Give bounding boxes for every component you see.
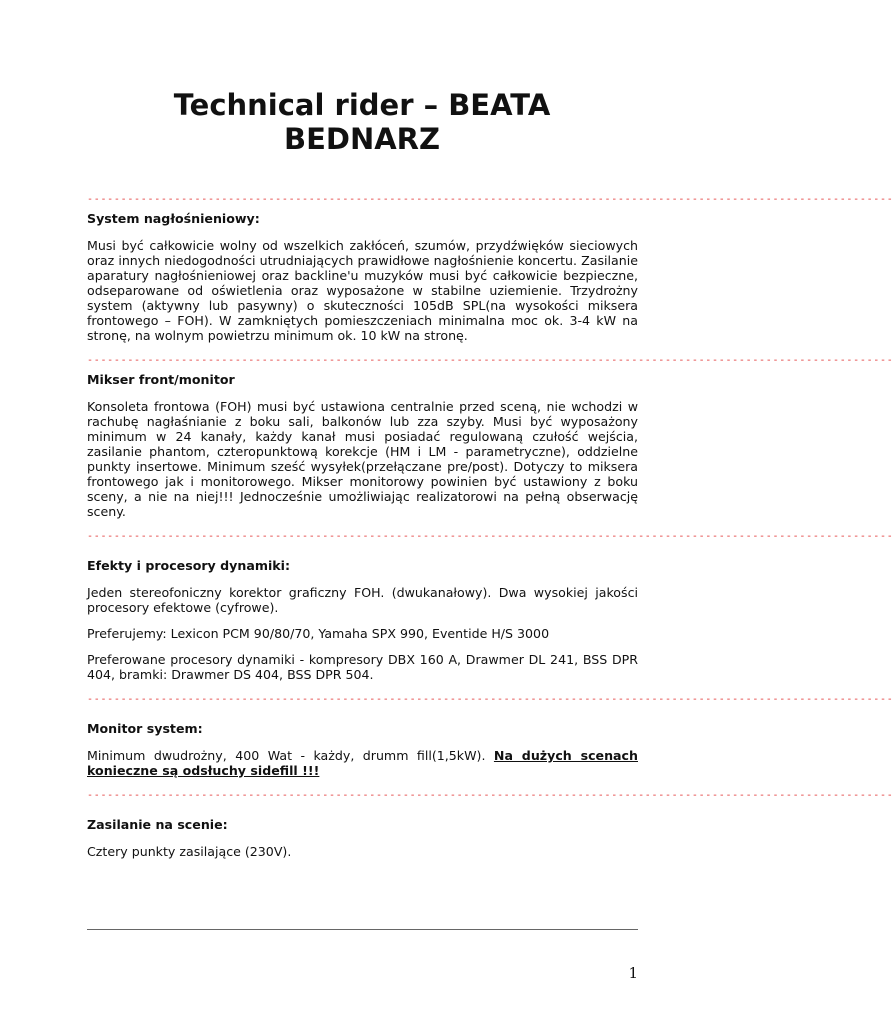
section-paragraph: Jeden stereofoniczny korektor graficzny FOH. (dwukanałowy). Dwa wysokiej jakości procesory efektowe (cyfrowe). [87,585,638,615]
section-separator: ------------------------------------------------------------------------------------------------------------------------ [87,355,893,366]
section-paragraph: Preferujemy: Lexicon PCM 90/80/70, Yamaha SPX 990, Eventide H/S 3000 [87,626,550,641]
section-paragraph: Preferowane procesory dynamiki - kompresory DBX 160 A, Drawmer DL 241, BSS DPR 404, bramki: Drawmer DS 404, BSS DPR 504. [87,652,638,682]
title-line-1: Technical rider – BEATA [173,88,551,122]
section-paragraph: Cztery punkty zasilające (230V). [87,844,292,859]
section-heading-sound-system: System nagłośnieniowy: [87,211,260,226]
section-paragraph [87,748,638,778]
section-paragraph: Konsoleta frontowa (FOH) musi być ustawiona centralnie przed sceną, nie wchodzi w rachubę nagłaśnianie z boku sali, balkonów lub zza szyby. Musi być wyposażony minimum w 24 kanały, każdy kanał musi posiadać regulowaną czułość wejścia, zasilanie phantom, czteropunktową korekcje (HM i LM - parametryczne), oddzielne punkty insertowe. Minimum sześć wysyłek(przełączane pre/post). Dotyczy to miksera frontowego jak i monitorowego. Mikser monitorowy powinien być ustawiony z boku sceny, a nie na niej!!! Jednocześnie umożliwiając realizatorowi na pełną obserwację sceny. [87,399,638,519]
page-number: 1 [628,964,638,982]
monitor-text: Minimum dwudrożny, 400 Wat - każdy, drumm fill(1,5kW). [87,748,494,763]
document-body [87,193,893,870]
section-heading-mixer: Mikser front/monitor [87,372,235,387]
section-separator: ------------------------------------------------------------------------------------------------------------------------ [87,194,893,205]
sidefill-emphasis: Na dużych scenach konieczne są odsłuchy sidefill !!! [87,748,638,778]
title-line-2: BEDNARZ [283,122,441,156]
section-heading-stage-power: Zasilanie na scenie: [87,817,228,832]
section-separator: ------------------------------------------------------------------------------------------------------------------------ [87,531,893,542]
section-separator: ------------------------------------------------------------------------------------------------------------------------ [87,694,893,705]
section-heading-monitor: Monitor system: [87,721,203,736]
document-title [100,88,624,156]
section-separator: ------------------------------------------------------------------------------------------------------------------------ [87,790,893,801]
footer-divider [87,929,638,930]
section-paragraph: Musi być całkowicie wolny od wszelkich zakłóceń, szumów, przydźwięków sieciowych oraz innych niedogodności utrudniających prawidłowe nagłośnienie koncertu. Zasilanie aparatury nagłośnieniowej oraz backline'u muzyków musi być całkowicie bezpieczne, odseparowane od oświetlenia oraz wyposażone w stabilne uziemienie. Trzydrożny system (aktywny lub pasywny) o skuteczności 105dB SPL(na wysokości miksera frontowego – FOH). W zamkniętych pomieszczeniach minimalna moc ok. 3-4 kW na stronę, na wolnym powietrzu minimum ok. 10 kW na stronę. [87,238,638,343]
section-heading-effects: Efekty i procesory dynamiki: [87,558,291,573]
